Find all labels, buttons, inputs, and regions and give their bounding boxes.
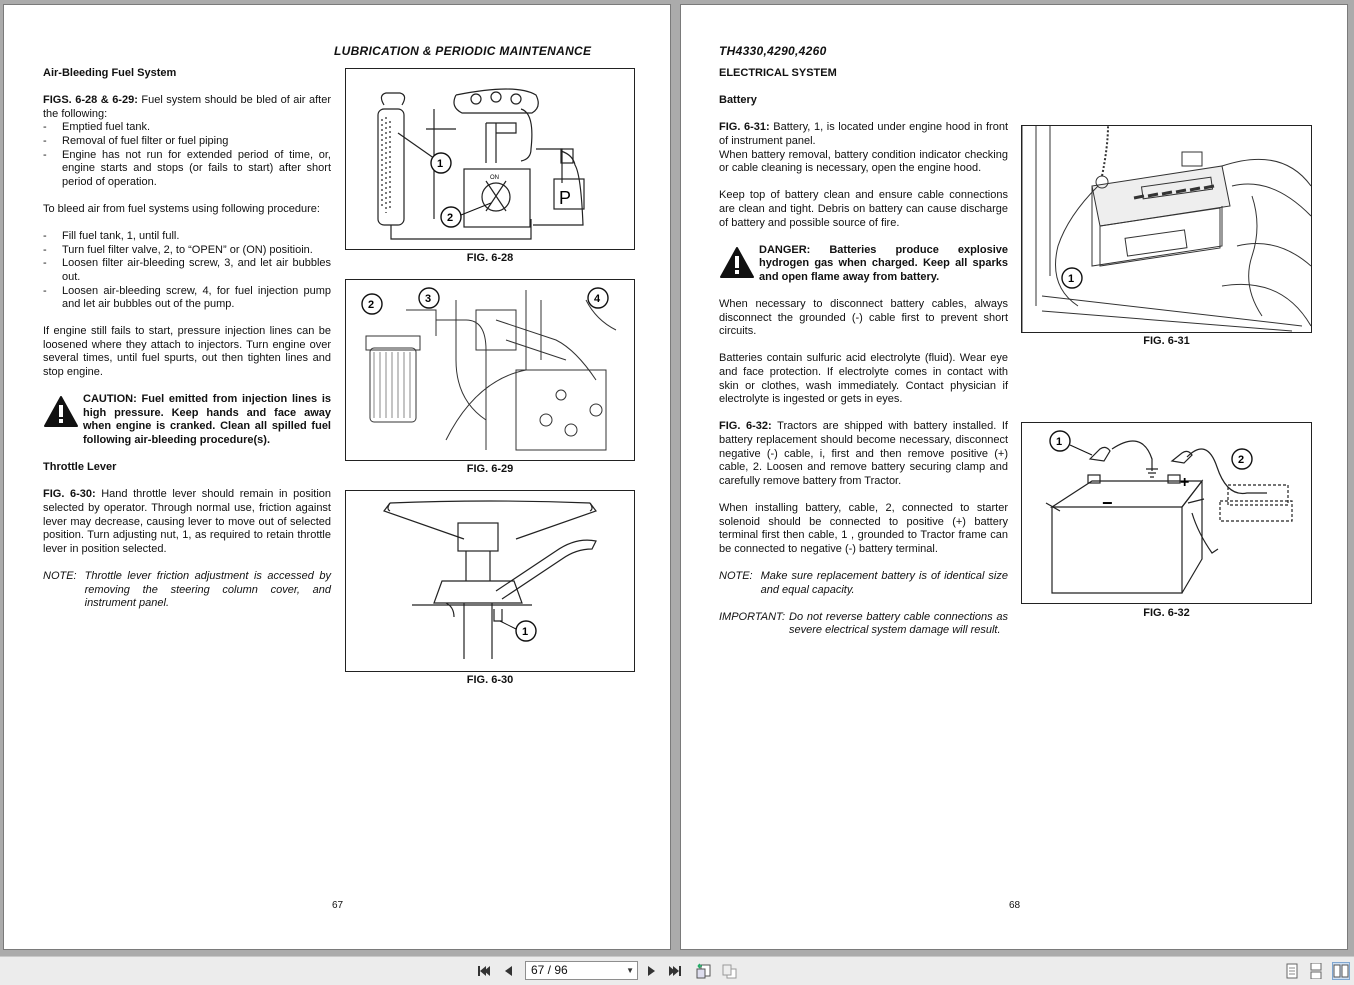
text-column [719, 67, 1008, 652]
single-page-view-button[interactable] [1284, 962, 1300, 980]
callout-3 [419, 288, 439, 308]
figure-reference: FIGS. 6-28 & 6-29: [43, 94, 138, 107]
paragraph [43, 488, 331, 556]
list-item: - Fill fuel tank, 1, until full. [43, 230, 331, 244]
figure-caption: FIG. 6-30 [466, 674, 514, 686]
callout-1 [1050, 431, 1092, 455]
figure-fuel-system-diagram [345, 68, 635, 250]
figure-caption: FIG. 6-31 [1143, 335, 1190, 347]
svg-text:2: 2 [447, 212, 454, 224]
figure-battery-cables-diagram [1021, 422, 1312, 604]
fuel-system-drawing [346, 69, 634, 249]
paragraph-text: Hand throttle lever should remain in position selected by operator. Through normal use, friction against lever may decrease, causing lever to move out of selected position. Turn adjusting nut, 1, as required to retain throttle lever in position selected. [43, 488, 331, 555]
callout-1 [500, 621, 536, 641]
document-page-left [3, 4, 671, 950]
figure-reference: FIG. 6-32: [719, 420, 772, 433]
paragraph-text: Tractors are shipped with battery installed. If battery replacement should become necessary, disconnect negative (-) cable, i, first and then remove positive (+) cable, 2. Loosen and remove battery securing clamp and carefully remove battery from Tractor. [719, 420, 1008, 487]
list-item: - Turn fuel filter valve, 2, to “OPEN” or (ON) positioin. [43, 244, 331, 258]
callout-2 [1232, 449, 1252, 469]
danger-block [719, 244, 1008, 285]
note-label: NOTE: [43, 569, 77, 582]
condition-list [43, 121, 331, 189]
last-page-button[interactable] [667, 962, 683, 980]
callout-1 [431, 153, 451, 173]
important-block [719, 611, 1008, 638]
list-item: - Loosen air-bleeding screw, 4, for fuel injection pump and let air bubbles out of the pump. [43, 285, 331, 312]
next-page-icon [646, 964, 658, 978]
two-page-view-icon [1333, 964, 1349, 978]
svg-text:1: 1 [437, 158, 444, 170]
paragraph [719, 121, 1008, 148]
paragraph: To bleed air from fuel systems using following procedure: [43, 202, 320, 215]
list-item: - Removal of fuel filter or fuel piping [43, 135, 331, 149]
next-view-icon [721, 963, 737, 979]
first-page-button[interactable] [476, 962, 492, 980]
paragraph: Keep top of battery clean and ensure cable connections are clean and tight. Debris on battery can cause discharge of battery and possible source of fire. [719, 189, 1008, 229]
throttle-lever-drawing [346, 491, 634, 671]
figure-caption: FIG. 6-32 [1143, 607, 1190, 619]
danger-text: DANGER: Batteries produce explosive hydrogen gas when charged. Keep all sparks and open flame away from battery. [759, 243, 1008, 283]
valve-on-label: ON [490, 175, 499, 181]
prev-page-icon [502, 964, 514, 978]
figure-fuel-filter-photo [345, 279, 635, 461]
battery-location-drawing [1022, 126, 1311, 332]
figure-caption: FIG. 6-29 [466, 463, 514, 475]
callout-4 [588, 288, 608, 308]
chevron-down-icon[interactable]: ▼ [626, 966, 634, 975]
caution-text: CAUTION: Fuel emitted from injection lines is high pressure. Keep hands and face away when engine is cranked. Clean all spilled fuel following air-bleeding procedure(s). [83, 393, 331, 447]
important-label: IMPORTANT: [719, 610, 785, 623]
single-page-view-icon [1285, 963, 1299, 979]
paragraph-text: Fuel system should be bled of air after the following: [43, 94, 331, 120]
note-label: NOTE: [719, 569, 753, 582]
minus-terminal-label: − [1102, 493, 1113, 513]
list-item: - Emptied fuel tank. [43, 121, 331, 135]
svg-text:1: 1 [522, 626, 529, 638]
figure-battery-location-photo [1021, 125, 1312, 333]
paragraph: When necessary to disconnect battery cables, always disconnect the grounded (-) cable first to prevent short circuits. [719, 298, 1008, 338]
page-number: 68 [1009, 900, 1021, 911]
paragraph-text: Battery, 1, is located under engine hood in front of instrument panel. [719, 121, 1008, 147]
continuous-view-button[interactable] [1308, 962, 1324, 980]
next-page-button[interactable] [644, 962, 660, 980]
continuous-view-icon [1309, 963, 1323, 979]
callout-2 [441, 203, 491, 227]
plus-terminal-label: + [1180, 474, 1190, 491]
svg-text:4: 4 [594, 293, 601, 305]
battery-cables-drawing [1022, 423, 1311, 603]
svg-text:1: 1 [1056, 436, 1063, 448]
section-title: Throttle Lever [43, 461, 117, 474]
note-block [719, 570, 1008, 597]
paragraph [719, 420, 1008, 488]
page-number-select[interactable] [525, 961, 638, 980]
two-page-view-button[interactable] [1332, 962, 1350, 980]
section-title: ELECTRICAL SYSTEM [719, 67, 837, 79]
figure-reference: FIG. 6-31: [719, 121, 770, 134]
paragraph [43, 94, 331, 121]
warning-triangle-icon [43, 393, 83, 447]
callout-1 [1062, 268, 1082, 288]
page-number: 67 [332, 900, 344, 911]
important-text: Do not reverse battery cable connections as severe electrical system damage will result. [789, 610, 1008, 637]
go-forward-view-button[interactable] [720, 962, 738, 980]
svg-text:2: 2 [368, 299, 375, 311]
section-title: Air-Bleeding Fuel System [43, 67, 177, 79]
figure-throttle-lever-diagram [345, 490, 635, 672]
note-text: Make sure replacement battery is of identical size and equal capacity. [760, 569, 1008, 596]
paragraph: When battery removal, battery condition indicator checking or cable cleaning is necessary, open the engine hood. [719, 148, 1008, 175]
svg-text:3: 3 [425, 293, 432, 305]
paragraph: When installing battery, cable, 2, connected to starter solenoid should be connected to positive (+) battery terminal first then cable, 1 , grounded to Tractor frame can be connected to negative (-) battery terminal. [719, 502, 1008, 555]
svg-text:2: 2 [1238, 454, 1245, 466]
note-block [43, 570, 331, 611]
figure-caption: FIG. 6-28 [466, 252, 514, 264]
previous-view-icon [695, 963, 711, 979]
caution-block [43, 393, 331, 447]
text-column [43, 67, 331, 624]
procedure-list [43, 230, 331, 312]
previous-page-button[interactable] [500, 962, 516, 980]
page-header: TH4330,4290,4260 [719, 44, 827, 58]
fuel-filter-drawing [346, 280, 634, 460]
go-back-view-button[interactable] [694, 962, 712, 980]
pump-label: P [559, 188, 572, 208]
note-text: Throttle lever friction adjustment is accessed by removing the steering column cover, and instrument panel. [84, 569, 331, 610]
page-header: LUBRICATION & PERIODIC MAINTENANCE [334, 44, 592, 58]
viewer-toolbar [0, 956, 1354, 985]
list-item: - Loosen filter air-bleeding screw, 3, and let air bubbles out. [43, 257, 331, 284]
paragraph: Batteries contain sulfuric acid electrolyte (fluid). Wear eye and face protection. If electrolyte comes in contact with skin or clothes, wash immediately. Contact physician if electrolyte is ingested or gets in eyes. [719, 352, 1008, 406]
page-number-value: 67 / 96 [531, 963, 568, 977]
last-page-icon [668, 964, 682, 978]
paragraph: If engine still fails to start, pressure injection lines can be loosened where they attach to injectors. Turn engine over several times, until fuel spurts, out then tighten lines and stop engine. [43, 325, 331, 379]
document-page-right [680, 4, 1348, 950]
section-subtitle: Battery [719, 94, 757, 107]
warning-triangle-icon [719, 244, 759, 285]
figure-reference: FIG. 6-30: [43, 488, 96, 501]
list-item: - Engine has not run for extended period of time, or, engine starts and stops (or fails to start) after short period of operation. [43, 149, 331, 190]
svg-text:1: 1 [1068, 273, 1075, 285]
first-page-icon [477, 964, 491, 978]
callout-2 [362, 294, 382, 314]
